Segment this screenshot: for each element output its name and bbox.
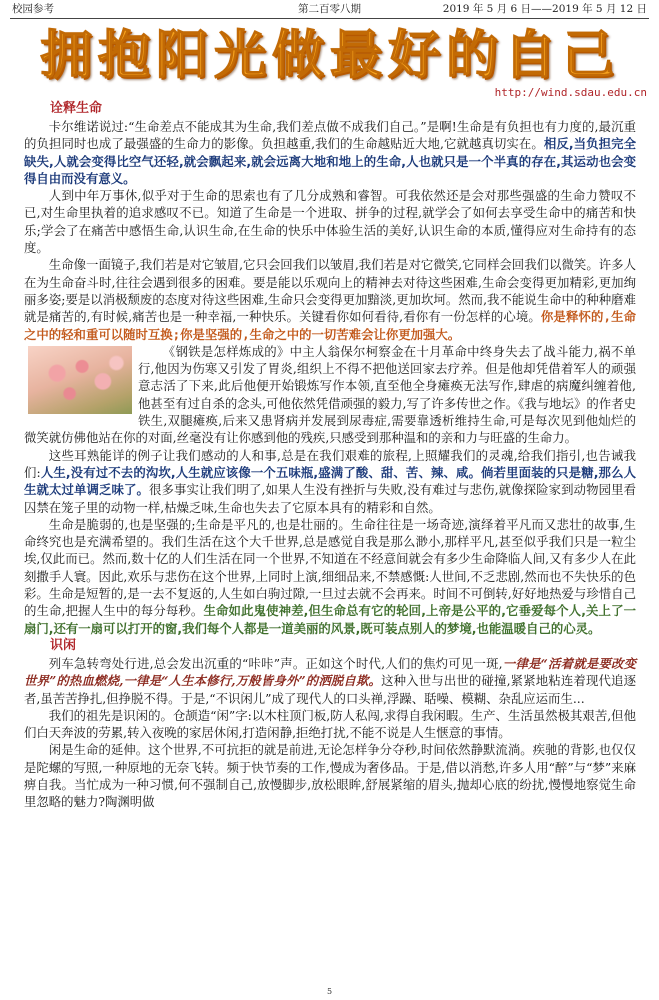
emphasis-text: 一律是“活着就是要改变世界”的热血燃烧,一律是“人生本修行,万般皆身外”的洒脱自欺。 <box>24 655 636 689</box>
paragraph-text: 这些耳熟能详的例子让我们感动的人和事,总是在我们艰难的旅程,上照耀我们的灵魂,给我们指引,也告诫我们: <box>24 447 636 480</box>
paragraph <box>24 118 636 187</box>
paragraph-text: 卡尔维诺说过:“生命差点不能成其为生命,我们差点做不成我们自己。”是啊!生命是有负担也有力度的,最沉重的负担同时也成了最强盛的生命力的影像。负担越重,我们的生命越贴近大地,它就越真切实在。 <box>24 119 636 152</box>
paragraph-text: 列车急转弯处行进,总会发出沉重的“咔咔”声。正如这个时代,人们的焦灼可见一斑, <box>48 655 503 671</box>
paragraph-text: 生命是脆弱的,也是坚强的;生命是平凡的,也是壮丽的。生命往往是一场奇迹,演绎着平凡而又悲壮的故事,生命终究也是充满希望的。我们生活在这个大千世界,总是感觉自我是那么渺小,那样平凡,甚至似乎我们只是一粒尘埃,仅此而已。然而,数十亿的人们生活在同一个世界,不知道在不经意间就会有多少生命降临人间,又有多少人在此刻撒手人寰。因此,欢乐与悲伤在这个世界,上同时上演,细细品来,不禁感慨:人世间,不乏悲剧,然而也不失快乐的色彩。生命是短暂的,是一去不复返的,人生如白驹过隙,一旦过去就不会再来。时间不可倒转,好好地热爱与珍惜自己的生命,把握人生中的每分每秒。 <box>24 516 636 619</box>
header-divider <box>10 18 649 19</box>
paragraph-text: 很多事实让我们明了,如果人生没有挫折与失败,没有难过与悲伤,就像探险家到动物园里看囚禁在笼子里的动物一样,枯燥乏味,生命也失去了它原本具有的精彩和自然。 <box>24 482 636 515</box>
section-title-leisure: 识闲 <box>50 637 77 653</box>
section-title-life: 诠释生命 <box>50 101 103 116</box>
emphasis-text: 人生,没有过不去的沟坎,人生就应该像一个五味瓶,盛满了酸、甜、苦、辣、咸。倘若里面装的只是糖,那么人生就太过单调乏味了。 <box>24 464 636 498</box>
source-url[interactable]: http://wind.sdau.edu.cn <box>494 86 647 99</box>
header-left-label: 校园参考 <box>12 3 54 15</box>
paragraph-text: 这种入世与出世的碰撞,紧紧地粘连着现代追逐者,虽苦苦挣扎,但挣脱不得。于是,“不识闲儿”成了现代人的口头禅,浮躁、聒噪、模糊、杂乱应运而生... <box>24 673 636 706</box>
emphasis-text: 相反,当负担完全缺失,人就会变得比空气还轻,就会飘起来,就会远离大地和地上的生命,人也就只是一个半真的存在,其运动也会变得自由而没有意义。 <box>24 136 636 186</box>
paragraph-text: 生命像一面镜子,我们若是对它皱眉,它只会回我们以皱眉,我们若是对它微笑,它同样会回我们以微笑。许多人在为生命奋斗时,往往会遇到很多的困难。要是能以乐观向上的精神去对待这些困难,生命会变得更加精彩,更加绚丽多姿;要是以消极颓废的态度对待这些困难,生命只会变得更加黯淡,更加坎坷。然而,我不能说生命中的种种磨难就是痛苦的,有时候,痛苦也是一种幸福,一种快乐。关键看你如何看待,看你有一份怎样的心境。 <box>24 257 636 325</box>
emphasis-text: 生命如此鬼使神差,但生命总有它的轮回,上帝是公平的,它垂爱每个人,关上了一扇门,还有一扇可以打开的窗,我们每个人都是一道美丽的风景,既可装点别人的梦境,也能温暖自己的心灵。 <box>24 603 636 636</box>
page-number: 5 <box>326 987 333 996</box>
paragraph <box>24 741 636 810</box>
article-body <box>24 100 636 811</box>
header-issue: 第二百零八期 <box>298 3 361 15</box>
paragraph <box>24 516 636 637</box>
paragraph-text: 《钢铁是怎样炼成的》中主人翁保尔柯察金在十月革命中终身失去了战斗能力,祸不单行,他因为伤寒又引发了胃炎,组织上不得不把他送回家去疗养。但是他却凭借着军人的顽强意志活了下来,此后他便开始锻炼写作本领,直至他全身瘫痪无法写作,肆虐的病魔纠缠着他,他甚至有过自杀的念头,可他依然凭借顽强的毅力,写了许多传世之作。《我与地坛》的作者史铁生,双腿瘫痪,后来又患肾病并发展到尿毒症,需要靠透析维持生命,可是每次见到他灿烂的微笑就仿佛他站在你的对面,丝毫没有让你感到他的残疾,只感受到那种温和的亲和力与旺盛的生命力。 <box>24 343 636 446</box>
paragraph-text: 闲是生命的延伸。这个世界,不可抗拒的就是前进,无论怎样争分夺秒,时间依然静默流淌。疾驰的背影,也仅仅是陀螺的写照,一种原地的无奈飞转。频于快节奏的工作,慢成为奢侈品。于是,借以消愁,许多人用“醉”与“梦”来麻痹自我。当忙成为一种习惯,何不强制自己,放慢脚步,放松眼眸,舒展紧缩的眉头,抛却心底的纷扰,慢慢地察觉生命里忽略的魅力?陶渊明做 <box>24 742 636 810</box>
header-date-range: 2019 年 5 月 6 日——2019 年 5 月 12 日 <box>442 3 647 15</box>
paragraph <box>24 707 636 742</box>
paragraph <box>24 187 636 256</box>
paragraph <box>24 256 636 342</box>
paragraph <box>24 655 636 707</box>
paragraph-text: 我们的祖先是识闲的。仓颉造“闲”字:以木柱顶门板,防人私闯,求得自我闲暇。生产、生活虽然极其艰苦,但他们白天奔波的劳累,转入夜晚的家居休闲,打造闲静,拒绝打扰,不能不说是人生惬意的事情。 <box>24 707 636 741</box>
emphasis-text: 你是释怀的,生命之中的轻和重可以随时互换;你是坚强的,生命之中的一切苦难会让你更加强大。 <box>24 309 636 342</box>
flower-photo <box>28 346 132 414</box>
paragraph <box>24 447 636 516</box>
page-header <box>10 2 649 16</box>
banner-title: 拥抱阳光做最好的自己 <box>40 26 621 86</box>
paragraph-text: 人到中年万事休,似乎对于生命的思索也有了几分成熟和睿智。可我依然还是会对那些强盛的生命力赞叹不已,对生命里执着的追求感叹不已。知道了生命是一个进取、拼争的过程,就学会了如何去享受生命中的痛苦和快乐;学会了在痛苦中感悟生命,认识生命,在生命的快乐中体验生活的美好,认识生命的本质,懂得应对生命持有的态度。 <box>24 188 636 256</box>
